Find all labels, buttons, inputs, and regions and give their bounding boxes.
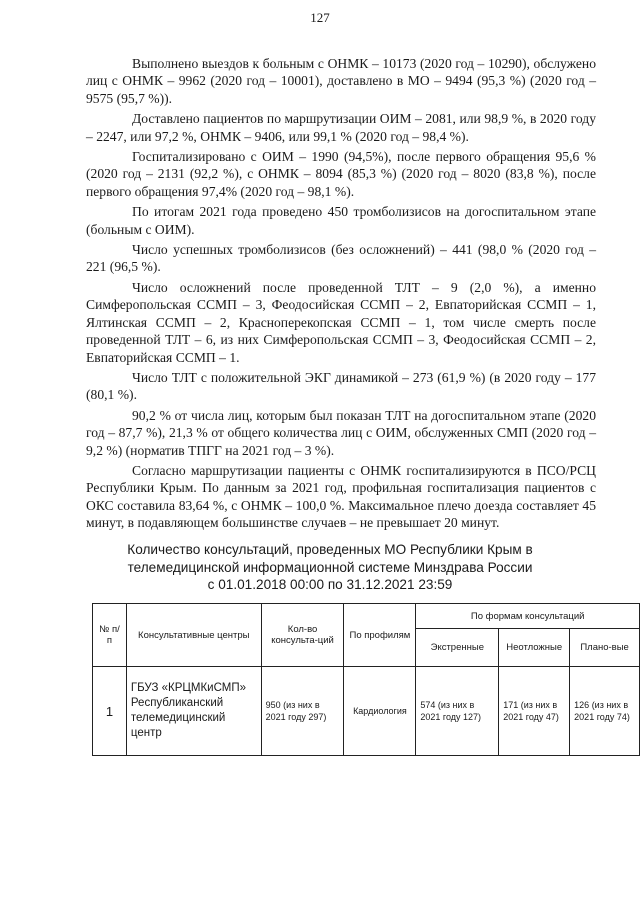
paragraph: Согласно маршрутизации пациенты с ОНМК госпитализируются в ПСО/РСЦ Республики Крым. По данным за 2021 год, профильная госпитализация пациентов с ОКС составила 83,64 %, с ОНМК – 100,0 %. Максимальное плечо доезда составляет 45 минут, в подавляющем большинстве случаев – не превышает 20 минут. xyxy=(86,462,596,531)
header-profile: По профилям xyxy=(344,604,416,667)
paragraph: Выполнено выездов к больным с ОНМК – 10173 (2020 год – 10290), обслужено лиц с ОНМК – 9962 (2020 год – 10001), доставлено в МО – 9494 (95,3 %) (2020 год – 9575 (95,7 %)). xyxy=(86,56,596,106)
table-caption-line: Количество консультаций, проведенных МО Республики Крым в xyxy=(127,542,533,557)
paragraph: 90,2 % от числа лиц, которым был показан ТЛТ на догоспитальном этапе (2020 год – 87,7 %), 21,3 % от общего количества лиц с ОИМ, обслуженных СМП (2020 год – 9,2 %) (норматив ТПГГ на 2021 год – 3 %). xyxy=(86,407,596,458)
header-urgent: Неотложные xyxy=(499,629,570,667)
header-centers: Консультативные центры xyxy=(126,604,261,667)
table-caption-line: телемедицинской информационной системе Минздрава России xyxy=(127,559,533,575)
table-row xyxy=(93,667,640,756)
table-caption-line: с 01.01.2018 00:00 по 31.12.2021 23:59 xyxy=(207,577,453,592)
consultations-table-wrapper xyxy=(92,603,640,756)
row-planned: 126 (из них в 2021 году 74) xyxy=(570,667,640,756)
header-num: № п/п xyxy=(93,604,127,667)
row-count: 950 (из них в 2021 году 297) xyxy=(261,667,344,756)
header-count: Кол-во консульта-ций xyxy=(261,604,344,667)
body-text xyxy=(86,55,596,535)
table-caption xyxy=(120,541,540,594)
paragraph: Госпитализировано с ОИМ – 1990 (94,5%), после первого обращения 95,6 % (2020 год – 2131 (92,2 %), с ОНМК – 8094 (85,3 %) (2020 год – 8020 (83,8 %), после первого обращения 97,4% (2020 год – 98,1 %). xyxy=(86,149,596,199)
row-profile: Кардиология xyxy=(344,667,416,756)
paragraph: По итогам 2021 года проведено 450 тромболизисов на догоспитальном этапе (больным с ОИМ). xyxy=(86,204,596,237)
paragraph: Число осложнений после проведенной ТЛТ – 9 (2,0 %), а именно Симферопольская ССМП – 3, Феодосийская ССМП – 2, Евпаторийская ССМП – 1, Ялтинская ССМП – 2, Красноперекопская ССМП – 1, том числе смерть после проведенной ТЛТ – 6, из них Симферопольская ССМП – 3, Феодосийская ССМП – 2, Евпаторийская ССМП – 1. xyxy=(86,279,596,365)
page-number: 127 xyxy=(310,10,330,25)
row-urgent: 171 (из них в 2021 году 47) xyxy=(499,667,570,756)
paragraph: Число успешных тромболизисов (без осложнений) – 441 (98,0 % (2020 год – 221 (96,5 %). xyxy=(86,242,596,275)
consultations-table xyxy=(92,603,640,756)
row-center: ГБУЗ «КРЦМКиСМП» Республиканский телемедицинский центр xyxy=(126,667,261,756)
paragraph: Доставлено пациентов по маршрутизации ОИМ – 2081, или 98,9 %, в 2020 году – 2247, или 97,2 %, ОНМК – 9406, или 99,1 % (2020 год – 98,4 %). xyxy=(86,111,596,144)
row-emergency: 574 (из них в 2021 году 127) xyxy=(416,667,499,756)
row-num: 1 xyxy=(93,667,127,756)
header-planned: Плано-вые xyxy=(570,629,640,667)
header-emergency: Экстренные xyxy=(416,629,499,667)
header-forms-group: По формам консультаций xyxy=(416,604,640,629)
table-header-row xyxy=(93,604,640,629)
paragraph: Число ТЛТ с положительной ЭКГ динамикой – 273 (61,9 %) (в 2020 году – 177 (80,1 %). xyxy=(86,369,596,403)
